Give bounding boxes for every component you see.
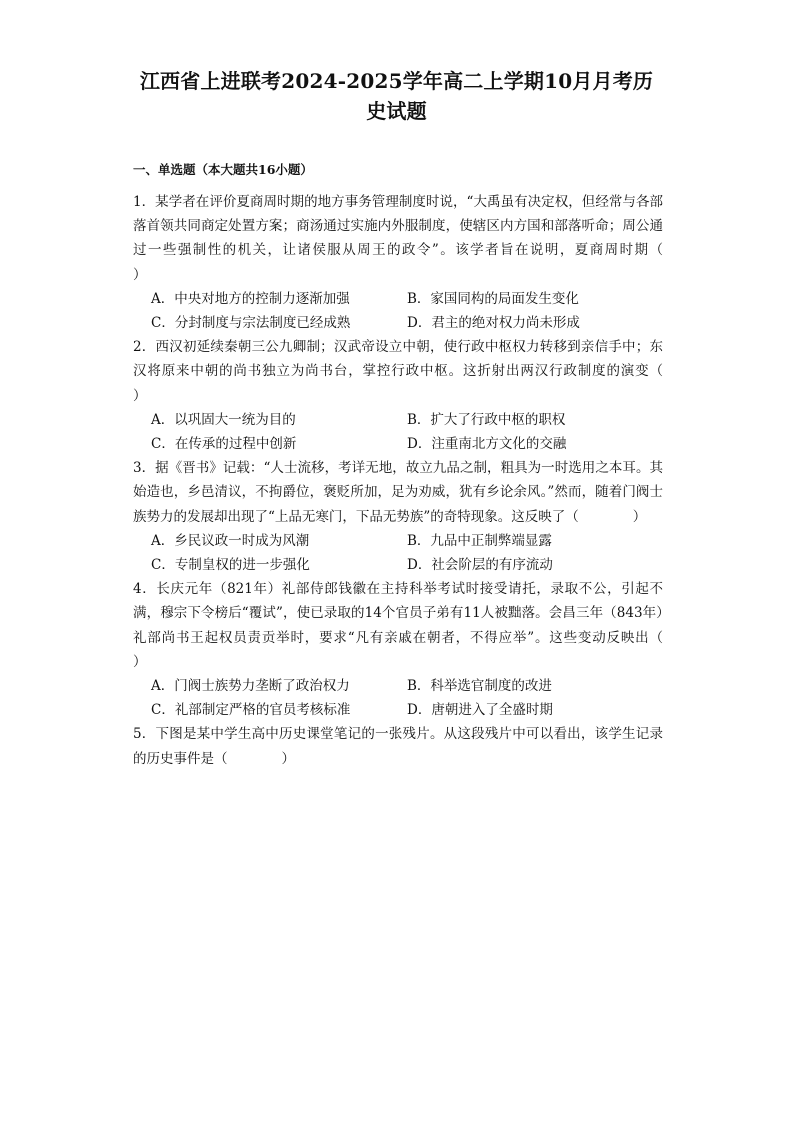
question-stem: 1．某学者在评价夏商周时期的地方事务管理制度时说，“大禹虽有决定权，但经常与各部落首领共同商定处置方案；商汤通过实施内外服制度，使辖区内方国和部落听命；周公通过一些强制性的机关，让诸侯服从周王的政令”。该学者旨在说明，夏商周时期（ ） xyxy=(133,194,717,283)
option-a: A．中央对地方的控制力逐渐加强 xyxy=(151,290,350,307)
option-b: B．科举选官制度的改进 xyxy=(407,678,552,695)
section-heading: 一、单选题（本大题共16小题） xyxy=(133,162,313,177)
question-2 xyxy=(133,335,717,456)
option-a: A．门阀士族势力垄断了政治权力 xyxy=(151,678,350,695)
title-line-2: 史试题 xyxy=(366,99,427,123)
question-3 xyxy=(133,456,663,577)
option-list xyxy=(133,408,663,456)
option-b: B．九品中正制弊端显露 xyxy=(407,532,552,549)
option-c: C．分封制度与宗法制度已经成熟 xyxy=(151,315,351,332)
question-list xyxy=(133,190,717,771)
question-1 xyxy=(133,190,717,335)
question-stem: 4．长庆元年（821年）礼部侍郎钱徽在主持科举考试时接受请托，录取不公，引起不满，穆宗下令榜后“覆试”，使已录取的14个官员子弟有11人被黜落。会昌三年（843年）礼部尚书王起权员责贡举时，要求“凡有亲戚在朝者，不得应举”。这些变动反映出（ ） xyxy=(133,581,717,670)
question-4 xyxy=(133,577,717,722)
option-d: D．君主的绝对权力尚未形成 xyxy=(407,315,580,332)
option-a: A．以巩固大一统为目的 xyxy=(151,411,296,428)
document-title xyxy=(110,66,683,126)
option-b: B．扩大了行政中枢的职权 xyxy=(407,411,566,428)
option-c: C．在传承的过程中创新 xyxy=(151,436,297,453)
option-list xyxy=(133,287,663,335)
option-list xyxy=(133,529,663,577)
option-d: D．注重南北方文化的交融 xyxy=(407,436,567,453)
question-5 xyxy=(133,722,663,770)
title-line-1: 江西省上进联考2024-2025学年高二上学期10月月考历 xyxy=(139,69,654,93)
question-stem: 5．下图是某中学生高中历史课堂笔记的一张残片。从这段残片中可以看出，该学生记录的历史事件是（ ） xyxy=(133,726,663,767)
option-d: D．唐朝进入了全盛时期 xyxy=(407,702,553,719)
option-c: C．专制皇权的进一步强化 xyxy=(151,557,310,574)
option-b: B．家国同构的局面发生变化 xyxy=(407,290,579,307)
option-c: C．礼部制定严格的官员考核标准 xyxy=(151,702,351,719)
question-stem: 2．西汉初延续秦朝三公九卿制；汉武帝设立中朝，使行政中枢权力转移到亲信手中；东汉将原来中朝的尚书独立为尚书台，掌控行政中枢。这折射出两汉行政制度的演变（ ） xyxy=(133,339,717,404)
option-d: D．社会阶层的有序流动 xyxy=(407,557,553,574)
option-list xyxy=(133,674,663,722)
option-a: A．乡民议政一时成为风潮 xyxy=(151,532,310,549)
question-stem: 3．据《晋书》记载：“人士流移，考详无地，故立九品之制，粗具为一时选用之本耳。其始造也，乡邑清议，不拘爵位，褒贬所加，足为劝威，犹有乡论余风。”然而，随着门阀士族势力的发展却出现了“上品无寒门，下品无势族”的奇特现象。这反映了（ ） xyxy=(133,460,663,525)
